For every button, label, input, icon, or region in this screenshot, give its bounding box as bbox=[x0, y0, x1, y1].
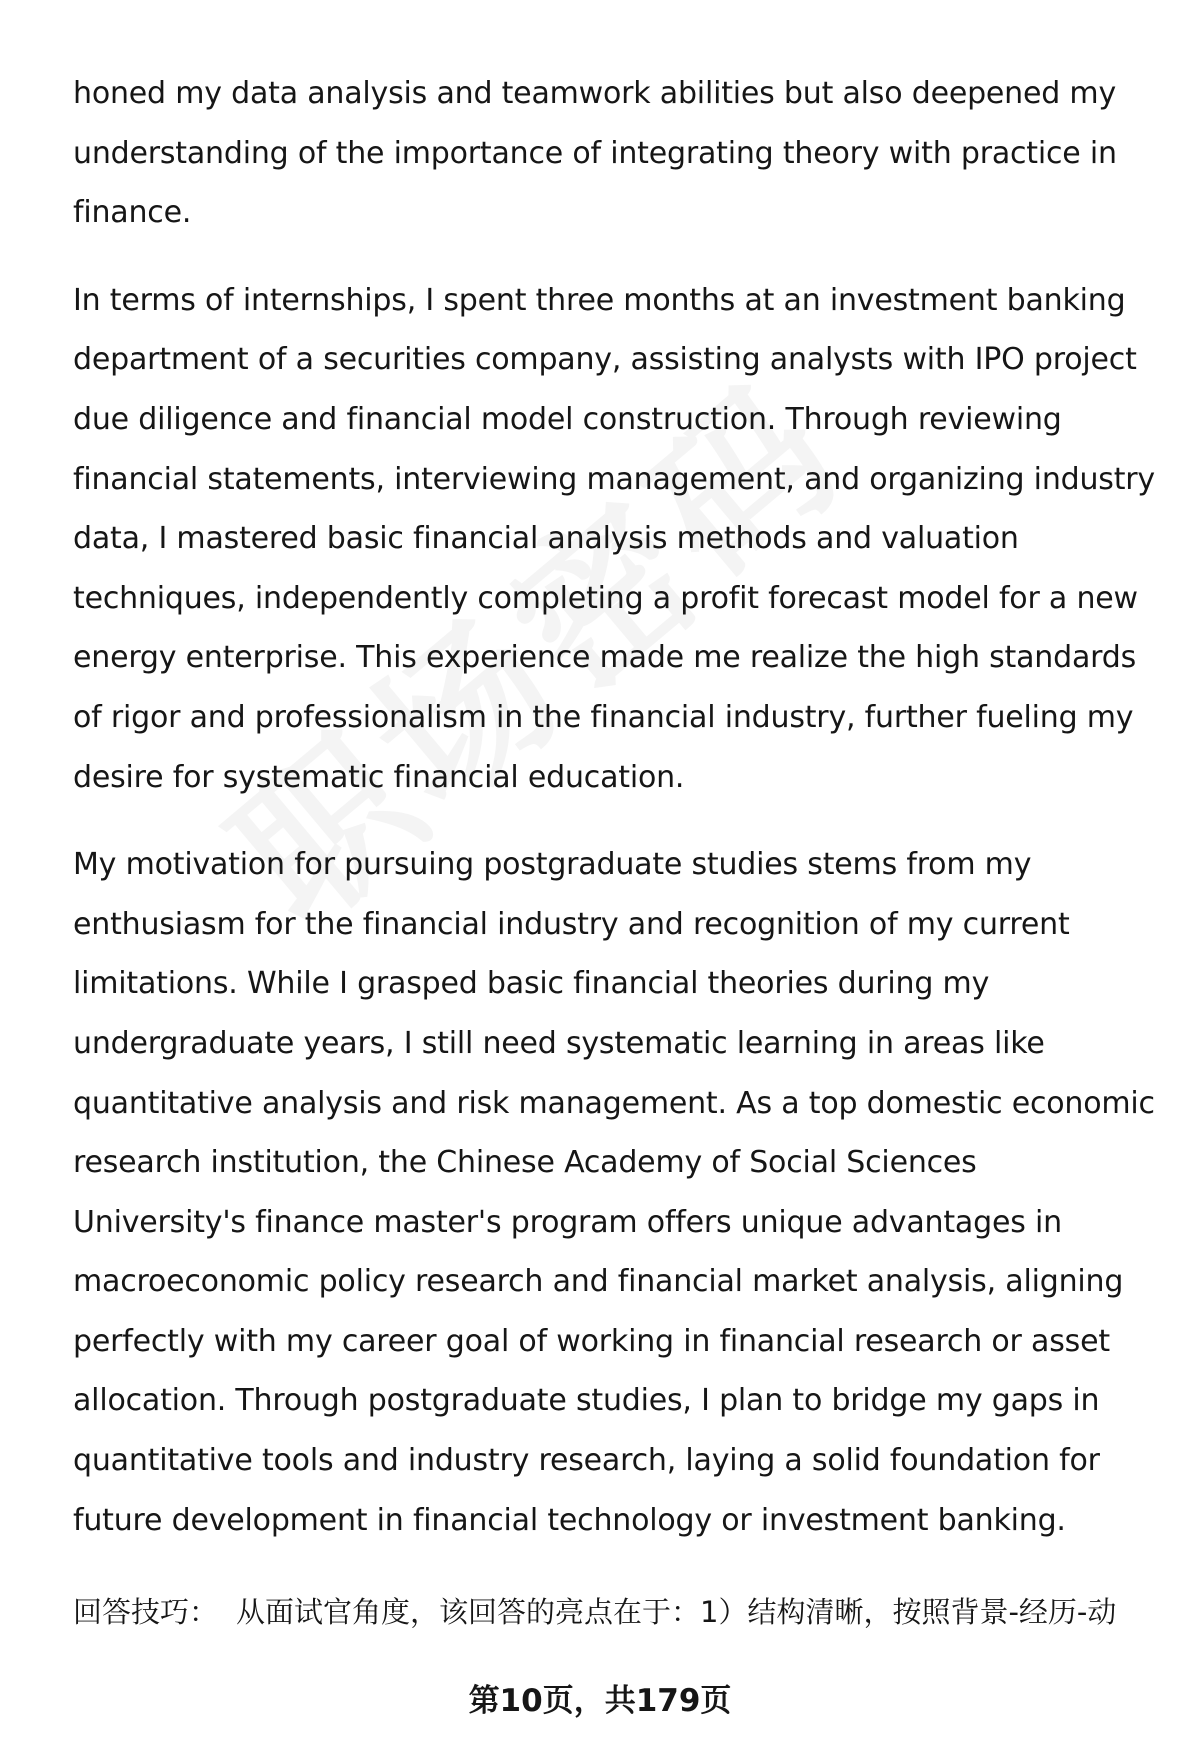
answer-tip-text: 从面试官角度，该回答的亮点在于：1）结构清晰，按照背景-经历-动 bbox=[236, 1595, 1117, 1629]
page-number-footer: 第10页，共179页 bbox=[468, 1683, 732, 1719]
body-content bbox=[73, 64, 1158, 1578]
paragraph-1: honed my data analysis and teamwork abilities but also deepened my understanding of the importance of integrating theory with practice in finance. bbox=[73, 76, 1117, 231]
answer-tip bbox=[73, 1590, 1153, 1634]
answer-tip-label: 回答技巧： bbox=[73, 1595, 219, 1629]
paragraph-3: My motivation for pursuing postgraduate studies stems from my enthusiasm for the financial industry and recognition of my current limitations. While I grasped basic financial theories during my undergraduate years, I still need systematic learning in areas like quantitative analysis and risk management. As a top domestic economic research institution, the Chinese Academy of Social Sciences University's finance master's program offers unique advantages in macroeconomic policy research and financial market analysis, aligning perfectly with my career goal of working in financial research or asset allocation. Through postgraduate studies, I plan to bridge my gaps in quantitative tools and industry research, laying a solid foundation for future development in financial technology or investment banking. bbox=[73, 847, 1155, 1538]
paragraph-2: In terms of internships, I spent three months at an investment banking department of a securities company, assisting analysts with IPO project due diligence and financial model construction. Through reviewing financial statements, interviewing management, and organizing industry data, I mastered basic financial analysis methods and valuation techniques, independently completing a profit forecast model for a new energy enterprise. This experience made me realize the high standards of rigor and professionalism in the financial industry, further fueling my desire for systematic financial education. bbox=[73, 282, 1155, 795]
